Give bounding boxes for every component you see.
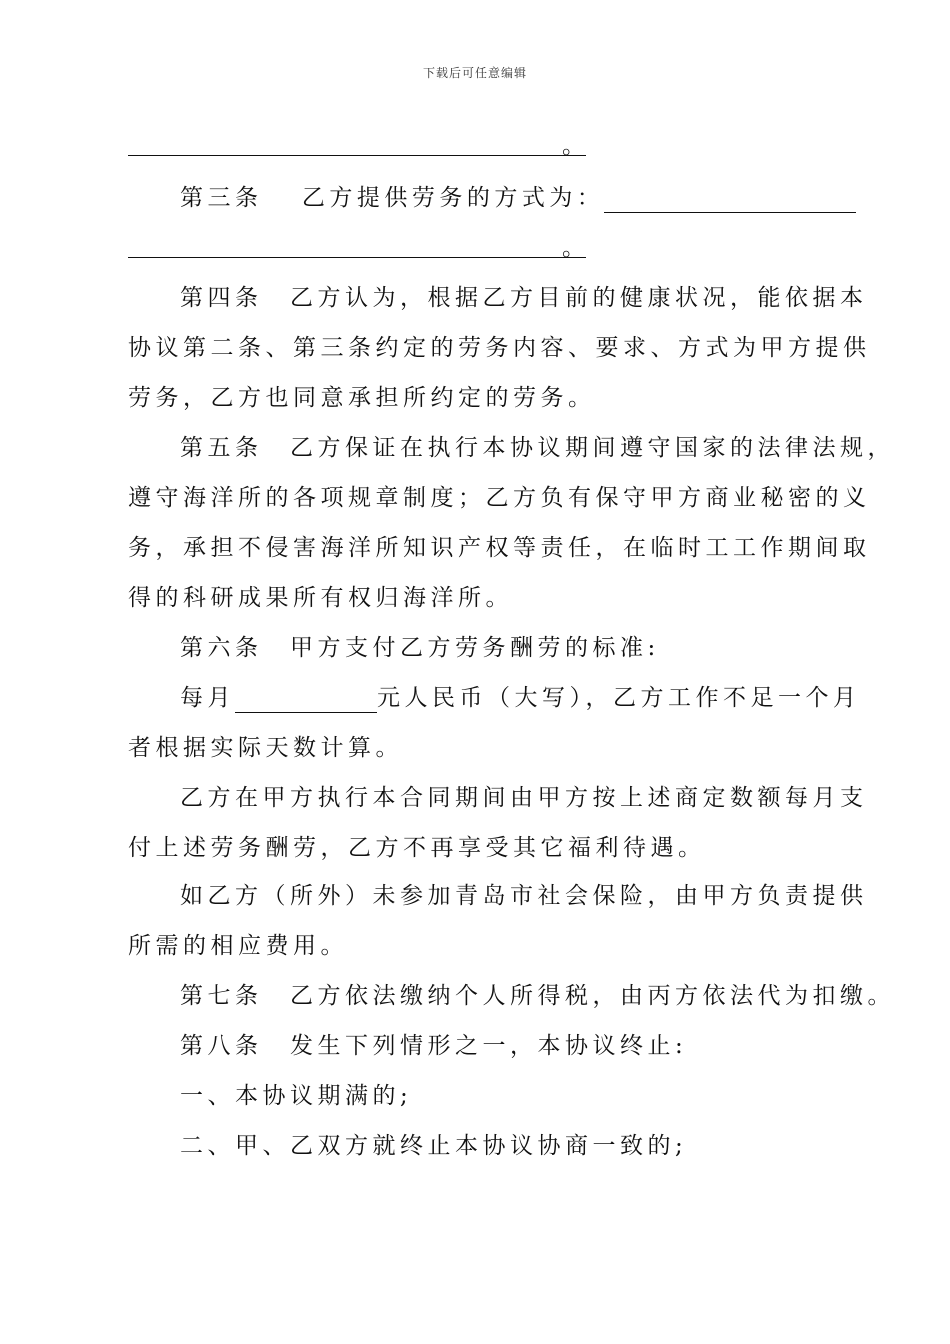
article-6-p2-line-1: 乙方在甲方执行本合同期间由甲方按上述商定数额每月支 [180,785,868,811]
article-3-text: 乙方提供劳务的方式为： [301,185,605,211]
article-6-p3-line-1: 如乙方（所外）未参加青岛市社会保险，由甲方负责提供 [180,883,868,909]
blank-line-1-period: 。 [562,133,585,159]
article-8-line-1: 第八条 发生下列情形之一，本协议终止: [180,1033,688,1059]
blank-fill-line-1 [128,155,586,156]
blank-line-2-period: 。 [562,235,585,261]
article-6-line-1: 第六条 甲方支付乙方劳务酬劳的标准: [180,635,660,661]
article-3-gap [263,185,302,211]
article-4-line-3: 劳务，乙方也同意承担所约定的劳务。 [128,385,596,411]
pay-suffix: 元人民币（大写），乙方工作不足一个月 [377,685,861,711]
article-3-label: 第三条 [180,185,263,211]
article-6-p3-line-2: 所需的相应费用。 [128,933,348,959]
article-4-line-2: 协议第二条、第三条约定的劳务内容、要求、方式为甲方提供 [128,335,871,361]
article-8-item-2: 二、甲、乙双方就终止本协议协商一致的; [180,1133,688,1159]
article-5-line-4: 得的科研成果所有权归海洋所。 [128,585,513,611]
article-3-fill-blank [604,186,856,213]
article-8-item-1: 一、本协议期满的; [180,1083,413,1109]
article-6-pay-line [180,683,861,713]
page-header: 下载后可任意编辑 [422,66,527,80]
article-5-line-1: 第五条 乙方保证在执行本协议期间遵守国家的法律法规， [180,435,895,461]
article-5-line-3: 务，承担不侵害海洋所知识产权等责任，在临时工工作期间取 [128,535,871,561]
blank-fill-line-2 [128,257,586,258]
article-6-p2-line-2: 付上述劳务酬劳，乙方不再享受其它福利待遇。 [128,835,706,861]
article-7-line-1: 第七条 乙方依法缴纳个人所得税，由丙方依法代为扣缴。 [180,983,895,1009]
pay-prefix: 每月 [180,685,235,711]
article-3-line [180,183,856,213]
article-5-line-2: 遵守海洋所的各项规章制度；乙方负有保守甲方商业秘密的义 [128,485,871,511]
article-4-line-1: 第四条 乙方认为，根据乙方目前的健康状况，能依据本 [180,285,868,311]
article-6-pay-line-2: 者根据实际天数计算。 [128,735,403,761]
pay-amount-blank [235,686,377,713]
